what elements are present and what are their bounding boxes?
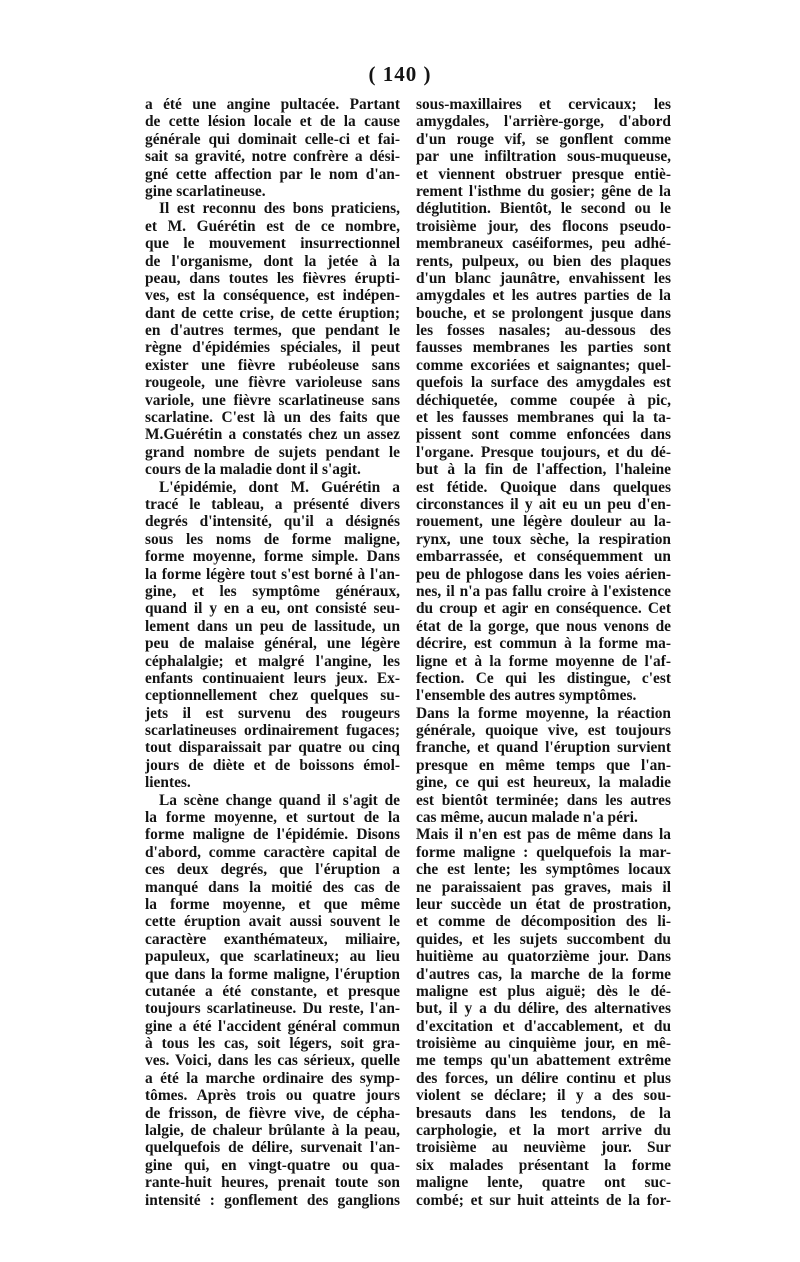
text-line: toujours scarlatineuse. Du reste, l'an- <box>145 1000 400 1018</box>
text-line: sous les noms de forme maligne, <box>145 530 400 548</box>
text-line: l'ensemble des autres symptômes. <box>416 687 637 705</box>
right-column <box>416 96 671 1209</box>
text-line: sait sa gravité, notre confrère a dési- <box>145 148 400 166</box>
text-line: maligne lente, quatre ont suc- <box>416 1174 671 1192</box>
text-line: la forme légère tout s'est borné à l'an- <box>145 565 400 583</box>
text-line: leur succède un état de prostration, <box>416 895 671 913</box>
text-line: troisième jour, des flocons pseudo- <box>416 217 671 235</box>
text-line: ligne et à la forme moyenne de l'af- <box>416 652 671 670</box>
text-line: du croup et agir en conséquence. Cet <box>416 600 671 618</box>
text-line: et comme de décomposition des li- <box>416 913 671 931</box>
text-line: rante-huit heures, prenait toute son <box>145 1174 400 1192</box>
text-line: gine scarlatineuse. <box>145 182 266 200</box>
text-line: peau, dans toutes les fièvres érupti- <box>145 269 400 287</box>
text-line: et M. Guérétin est de ce nombre, <box>145 217 400 235</box>
text-line: ves. Voici, dans les cas sérieux, quelle <box>145 1052 400 1070</box>
text-line: maligne est plus aiguë; dès le dé- <box>416 982 671 1000</box>
text-line: six malades présentant la forme <box>416 1156 671 1174</box>
text-line: tout disparaissait par quatre ou cinq <box>145 739 400 757</box>
text-line: me temps qu'un abattement extrême <box>416 1052 671 1070</box>
text-line: état de la gorge, que nous venons de <box>416 617 671 635</box>
text-line: quides, et les sujets succombent du <box>416 930 671 948</box>
text-line: d'excitation et d'accablement, et du <box>416 1017 671 1035</box>
text-line: cette éruption avait aussi souvent le <box>145 913 400 931</box>
text-line: rement l'isthme du gosier; gêne de la <box>416 182 671 200</box>
text-line: grand nombre de sujets pendant le <box>145 443 400 461</box>
text-line: est bientôt terminée; dans les autres <box>416 791 671 809</box>
text-line: nes, il n'a pas fallu croire à l'existence <box>416 582 671 600</box>
text-line: quand il y en a eu, ont consisté seu- <box>145 600 400 618</box>
text-line: des forces, un délire continu et plus <box>416 1069 671 1087</box>
text-line: a été une angine pultacée. Partant <box>145 96 400 113</box>
text-line: que dans la forme maligne, l'éruption <box>145 965 400 983</box>
text-line: lalgie, de chaleur brûlante à la peau, <box>145 1122 400 1140</box>
text-line: rougeole, une fièvre varioleuse sans <box>145 374 400 392</box>
text-line: cours de la maladie dont il s'agit. <box>145 461 361 479</box>
left-column <box>145 96 400 1209</box>
text-line: troisième au neuvième jour. Sur <box>416 1139 671 1157</box>
text-line: comme excoriées et saignantes; quel- <box>416 356 671 374</box>
text-line: déchiquetée, comme coupée à pic, <box>416 391 671 409</box>
text-line: jours de diète et de boissons émol- <box>145 756 400 774</box>
text-line: les fosses nasales; au-dessous des <box>416 322 671 340</box>
text-line: gine a été l'accident général commun <box>145 1017 400 1035</box>
text-line: enfants continuaient leurs jeux. Ex- <box>145 669 400 687</box>
text-line: de cette lésion locale et de la cause <box>145 113 400 131</box>
text-line: céphalalgie; et malgré l'angine, les <box>145 652 400 670</box>
text-line: la forme moyenne, et que même <box>145 895 400 913</box>
text-line: que le mouvement insurrectionnel <box>145 235 400 253</box>
text-line: troisième au cinquième jour, en mê- <box>416 1035 671 1053</box>
text-line: la forme moyenne, et surtout de la <box>145 809 400 827</box>
text-line: but, il y a du délire, des alternatives <box>416 1000 671 1018</box>
text-line: gine, ce qui est heureux, la maladie <box>416 774 671 792</box>
text-line: amygdales, l'arrière-gorge, d'abord <box>416 113 671 131</box>
text-line: de frisson, de fièvre vive, de cépha- <box>145 1104 400 1122</box>
text-line: but à la fin de l'affection, l'haleine <box>416 461 671 479</box>
text-line: pissent sont comme enfoncées dans <box>416 426 671 444</box>
text-line: forme maligne de l'épidémie. Disons <box>145 826 400 844</box>
text-line: che est lente; les symptômes locaux <box>416 861 671 879</box>
text-line: forme maligne : quelquefois la mar- <box>416 843 671 861</box>
text-line: tômes. Après trois ou quatre jours <box>145 1087 400 1105</box>
text-line: M.Guérétin a constatés chez un assez <box>145 426 400 444</box>
text-line: gine qui, en vingt-quatre ou qua- <box>145 1156 400 1174</box>
text-line: dant de cette crise, de cette éruption; <box>145 304 400 322</box>
text-line: violent se déclare; il y a des sou- <box>416 1087 671 1105</box>
text-line: générale qui dominait celle-ci et fai- <box>145 130 400 148</box>
text-line: par une infiltration sous-muqueuse, <box>416 148 671 166</box>
text-line: rents, pulpeux, ou bien des plaques <box>416 252 671 270</box>
text-line: générale, quoique vive, est toujours <box>416 722 671 740</box>
text-line: franche, et quand l'éruption survient <box>416 739 671 757</box>
text-line: règne d'épidémies spéciales, il peut <box>145 339 400 357</box>
text-line: est fétide. Quoique dans quelques <box>416 478 671 496</box>
text-line: décrire, est commun à la forme ma- <box>416 635 671 653</box>
text-line: ves, est la conséquence, est indépen- <box>145 287 400 305</box>
text-line: d'un blanc jaunâtre, envahissent les <box>416 269 671 287</box>
text-line: jets il est survenu des rougeurs <box>145 704 400 722</box>
text-line: Dans la forme moyenne, la réaction <box>416 704 671 722</box>
text-line: bresauts dans les tendons, de la <box>416 1104 671 1122</box>
text-line: de l'organisme, dont la jetée à la <box>145 252 400 270</box>
text-line: circonstances il y ait eu un peu d'en- <box>416 495 671 513</box>
text-line: carphologie, et la mort arrive du <box>416 1122 671 1140</box>
text-line: amygdales et les autres parties de la <box>416 287 671 305</box>
text-line: La scène change quand il s'agit de <box>159 791 400 809</box>
text-line: Il est reconnu des bons praticiens, <box>159 200 400 218</box>
text-line: a été la marche ordinaire des symp- <box>145 1069 400 1087</box>
text-line: cas même, aucun malade n'a péri. <box>416 809 638 827</box>
text-line: en d'autres termes, que pendant le <box>145 322 400 340</box>
text-line: quefois la surface des amygdales est <box>416 374 671 392</box>
text-line: lientes. <box>145 774 191 792</box>
text-line: d'un rouge vif, se gonflent comme <box>416 130 671 148</box>
text-line: fection. Ce qui les distingue, c'est <box>416 669 671 687</box>
text-line: gine, et les symptôme généraux, <box>145 582 400 600</box>
text-line: Mais il n'en est pas de même dans la <box>416 826 671 844</box>
text-line: l'organe. Presque toujours, et du dé- <box>416 443 671 461</box>
text-line: ces deux degrés, que l'éruption a <box>145 861 400 879</box>
text-line: ceptionnellement chez quelques su- <box>145 687 400 705</box>
text-line: papuleux, que scarlatineux; au lieu <box>145 948 400 966</box>
text-line: variole, une fièvre scarlatineuse sans <box>145 391 400 409</box>
text-line: lement dans un peu de lassitude, un <box>145 617 400 635</box>
text-line: et viennent obstruer presque entiè- <box>416 165 671 183</box>
text-line: embarrassée, et conséquemment un <box>416 548 671 566</box>
text-line: combé; et sur huit atteints de la for- <box>416 1191 671 1209</box>
text-line: manqué dans la moitié des cas de <box>145 878 400 896</box>
text-line: rynx, une toux sèche, la respiration <box>416 530 671 548</box>
text-line: tracé le tableau, a présenté divers <box>145 495 400 513</box>
text-line: gné cette affection par le nom d'an- <box>145 165 400 183</box>
text-line: membraneux caséiformes, peu adhé- <box>416 235 671 253</box>
text-line: scarlatineuses ordinairement fugaces; <box>145 722 400 740</box>
text-line: huitième au quatorzième jour. Dans <box>416 948 671 966</box>
text-line: rouement, une légère douleur au la- <box>416 513 671 531</box>
text-line: et les fausses membranes qui la ta- <box>416 409 671 427</box>
text-line: L'épidémie, dont M. Guérétin a <box>159 478 400 496</box>
text-line: intensité : gonflement des ganglions <box>145 1191 400 1209</box>
text-line: scarlatine. C'est là un des faits que <box>145 409 400 427</box>
text-line: caractère exanthémateux, miliaire, <box>145 930 400 948</box>
text-line: exister une fièvre rubéoleuse sans <box>145 356 400 374</box>
text-line: ne paraissaient pas graves, mais il <box>416 878 671 896</box>
text-line: peu de phlogose dans les voies aérien- <box>416 565 671 583</box>
text-line: sous-maxillaires et cervicaux; les <box>416 96 671 113</box>
text-line: à tous les cas, soit légers, soit gra- <box>145 1035 400 1053</box>
text-line: fausses membranes les parties sont <box>416 339 671 357</box>
text-line: cutanée a été constante, et presque <box>145 982 400 1000</box>
text-line: bouche, et se prolongent jusque dans <box>416 304 671 322</box>
text-line: forme moyenne, forme simple. Dans <box>145 548 400 566</box>
text-line: degrés d'intensité, qu'il a désignés <box>145 513 400 531</box>
text-line: d'abord, comme caractère capital de <box>145 843 400 861</box>
page-number: ( 140 ) <box>368 62 432 86</box>
text-line: presque en même temps que l'an- <box>416 756 671 774</box>
text-line: peu de malaise général, une légère <box>145 635 400 653</box>
text-line: déglutition. Bientôt, le second ou le <box>416 200 671 218</box>
text-line: quelquefois de délire, survenait l'an- <box>145 1139 400 1157</box>
text-line: d'autres cas, la marche de la forme <box>416 965 671 983</box>
